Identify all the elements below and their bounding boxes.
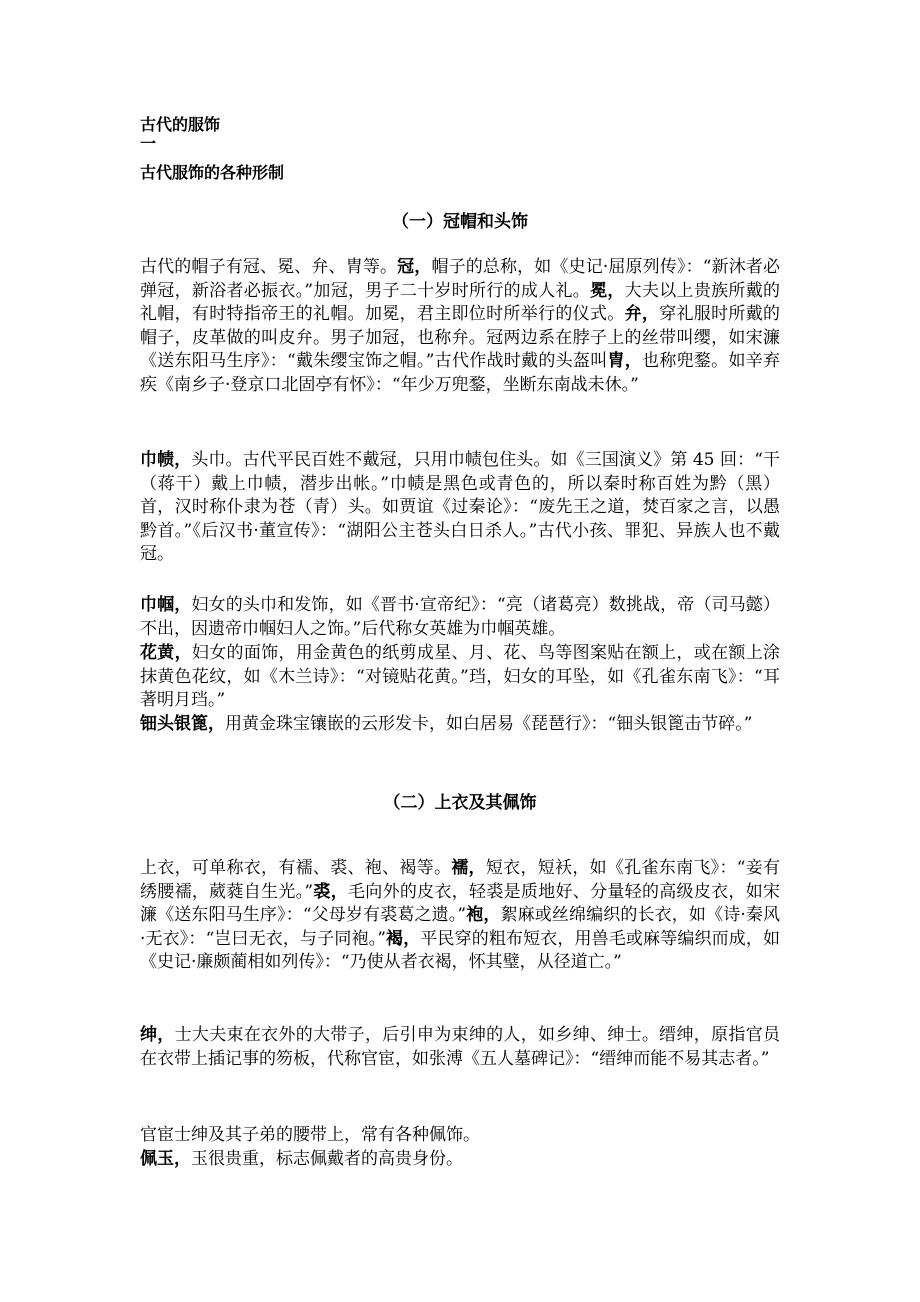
text-run: 絮麻或丝绵编织的长衣，如《诗·秦风·无衣》：“岂曰无衣，与子同袍。” xyxy=(140,905,781,949)
term-bold: 袍， xyxy=(466,905,501,925)
term-bold: 冕， xyxy=(590,280,625,301)
term-bold: 胄， xyxy=(607,351,643,371)
section-heading: （一）冠帽和头饰 xyxy=(392,212,528,232)
term-bold: 褐， xyxy=(385,928,421,949)
term-bold: 襦， xyxy=(451,858,486,878)
paragraph xyxy=(140,1124,780,1148)
text-run: 头巾。古代平民百姓不戴冠，只用巾帻包住头。如《三国演义》第 45 回：“干（蒋干）戴上巾帻，潜步出帐。”巾帻是黑色或青色的，所以秦时称百姓为黔（黑）首，汉时称仆隶为苍（青）头。如贾谊《过秦论》：“废先王之道，焚百家之言，以愚黔首。”《后汉书·董宣传》：“湖阳公主苍头白日杀人。”古代小孩、罪犯、异族人也不戴冠。 xyxy=(140,450,781,564)
paragraph xyxy=(140,449,780,567)
paragraph xyxy=(140,642,780,713)
paragraph xyxy=(140,857,780,975)
term-bold: 弁， xyxy=(624,304,660,324)
text-run: 帽子的总称，如《史记·屈原列传》：“新沐者必弹冠，新浴者必振衣。”加冠，男子二十岁时所行的成人礼。 xyxy=(140,257,781,301)
text-run: 士大夫束在衣外的大带子，后引申为束绅的人，如乡绅、绅士。缙绅，原指官员在衣带上插记事的笏板，代称官宦，如张溥《五人墓碑记》：“缙绅而能不易其志者。” xyxy=(140,1025,781,1069)
text-run: 也称兜鍪。如辛弃疾《南乡子·登京口北固亭有怀》：“年少万兜鍪，坐断东南战未休。” xyxy=(140,351,781,395)
term-bold: 绅， xyxy=(140,1025,175,1045)
text-run: 妇女的面饰，用金黄色的纸剪成星、月、花、鸟等图案贴在额上，或在额上涂抹黄色花纹，如《木兰诗》：“对镜贴花黄。”珰，妇女的耳坠，如《孔雀东南飞》：“耳著明月珰。” xyxy=(140,643,781,710)
paragraph xyxy=(140,713,780,737)
term-bold: 佩玉， xyxy=(140,1149,191,1169)
text-run: 官宦士绅及其子弟的腰带上，常有各种佩饰。 xyxy=(140,1125,480,1145)
term-bold: 钿头银篦， xyxy=(140,714,225,734)
text-run: 平民穿的粗布短衣，用兽毛或麻等编织而成，如《史记·廉颇蔺相如列传》：“乃使从者衣褐，怀其璧，从径道亡。” xyxy=(140,928,780,972)
term-bold: 裘， xyxy=(313,881,348,902)
text-run: 妇女的头巾和发饰，如《晋书·宣帝纪》：“亮（诸葛亮）数挑战，帝（司马懿）不出，因遗帝巾帼妇人之饰。”后代称女英雄为巾帼英雄。 xyxy=(140,595,781,639)
document-subtitle: 古代服饰的各种形制 xyxy=(140,163,285,182)
text-run: 穿礼服时所戴的帽子，皮革做的叫皮弁。男子加冠，也称弁。冠两边系在脖子上的丝带叫缨，如宋濂《送东阳马生序》：“戴朱缨宝饰之帽。”古代作战时戴的头盔叫 xyxy=(140,304,781,371)
term-bold: 冠， xyxy=(397,257,432,277)
text-run: 短衣，短袄，如《孔雀东南飞》：“妾有绣腰襦，葳蕤自生光。” xyxy=(140,858,781,902)
document-title: 古代的服饰 xyxy=(140,115,221,134)
paragraph xyxy=(140,594,780,641)
text-run: 用黄金珠宝镶嵌的云形发卡，如白居易《琵琶行》：“钿头银篦击节碎。” xyxy=(225,714,753,734)
text-run: 大夫以上贵族所戴的礼帽，有时特指帝王的礼帽。加冕，君主即位时所举行的仪式。 xyxy=(140,280,781,324)
section-heading: （二）上衣及其佩饰 xyxy=(383,793,537,813)
paragraph xyxy=(140,256,780,397)
text-run: 毛向外的皮衣，轻裘是质地好、分量轻的高级皮衣，如宋濂《送东阳马生序》：“父母岁有裘葛之遗。” xyxy=(140,881,781,925)
text-run: 古代的帽子有冠、冕、弁、胄等。 xyxy=(140,257,398,277)
text-run: 上衣，可单称衣，有襦、裘、袍、褐等。 xyxy=(140,858,452,878)
term-bold: 巾帼， xyxy=(140,595,192,615)
text-run: 玉很贵重，标志佩戴者的高贵身份。 xyxy=(191,1149,463,1169)
paragraph xyxy=(140,1148,780,1172)
term-bold: 花黄， xyxy=(140,643,192,663)
term-bold: 巾帻， xyxy=(140,450,192,470)
paragraph xyxy=(140,1024,780,1071)
title-dash: 一 xyxy=(140,134,157,153)
